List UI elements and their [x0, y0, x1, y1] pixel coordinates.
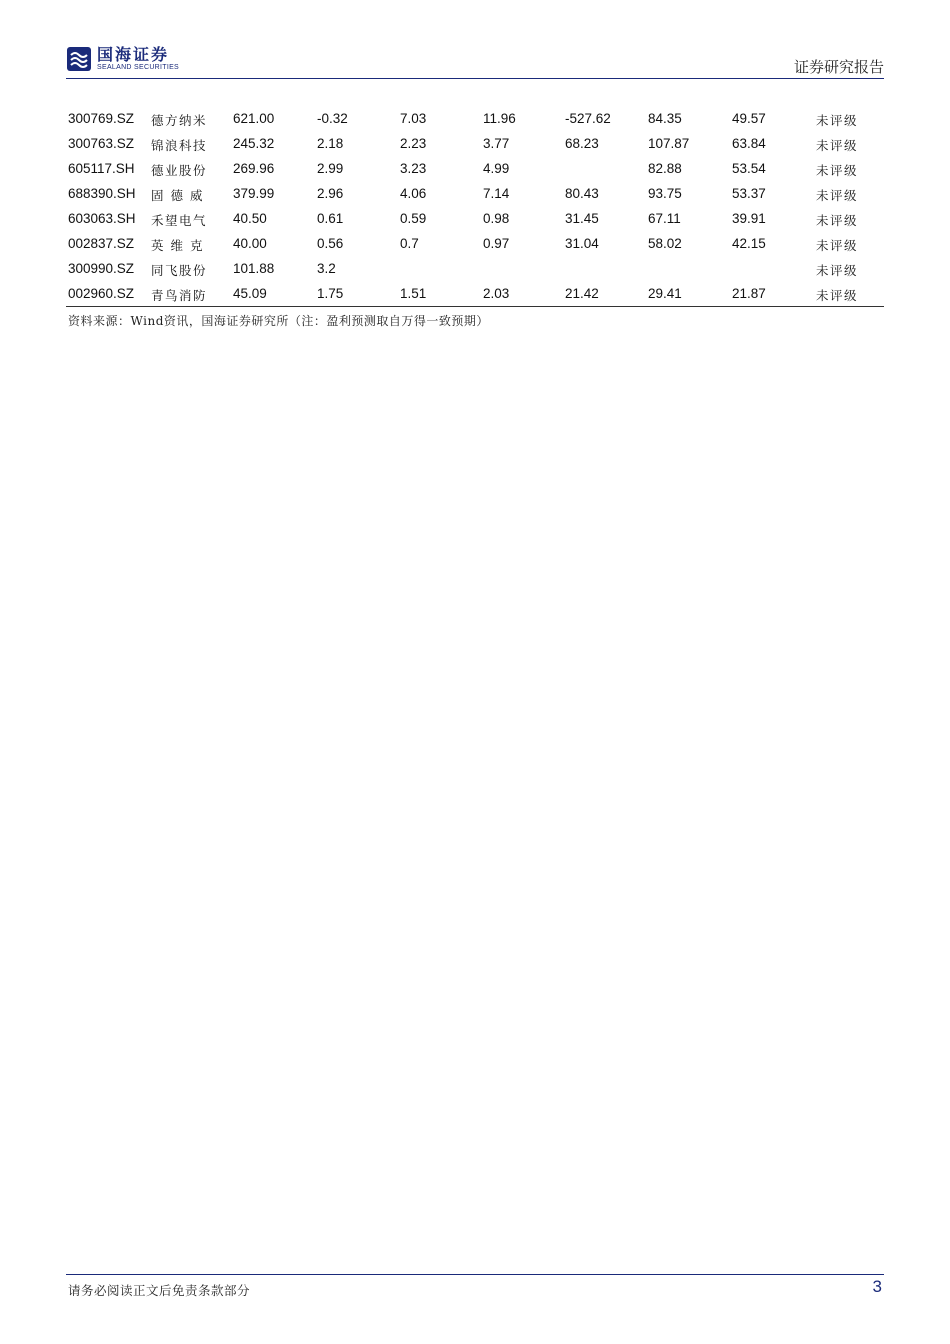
- table-cell: 同飞股份: [151, 263, 208, 278]
- table-cell: 107.87: [648, 136, 690, 151]
- header-divider: [66, 78, 884, 79]
- table-cell: 300763.SZ: [68, 136, 135, 151]
- table-cell: 245.32: [233, 136, 275, 151]
- table-cell: 82.88: [648, 161, 682, 176]
- company-logo: [66, 46, 179, 72]
- table-cell: 21.42: [565, 286, 599, 301]
- table-cell: 605117.SH: [68, 161, 135, 176]
- table-cell: 53.37: [732, 186, 766, 201]
- table-cell: 67.11: [648, 211, 681, 226]
- table-cell: 未评级: [816, 263, 859, 278]
- table-cell: 未评级: [816, 163, 859, 178]
- table-cell: 379.99: [233, 186, 275, 201]
- table-cell: 3.77: [483, 136, 510, 151]
- table-cell: 0.7: [400, 236, 419, 251]
- table-cell: 40.50: [233, 211, 267, 226]
- table-cell: 45.09: [233, 286, 267, 301]
- table-cell: 0.98: [483, 211, 510, 226]
- table-cell: 固 德 威: [151, 188, 204, 203]
- table-cell: 2.99: [317, 161, 344, 176]
- table-cell: 300990.SZ: [68, 261, 135, 276]
- table-cell: 49.57: [732, 111, 766, 126]
- table-cell: 68.23: [565, 136, 599, 151]
- table-cell: 未评级: [816, 113, 859, 128]
- table-bottom-rule: [66, 306, 884, 307]
- table-row: [66, 156, 884, 181]
- table-cell: 40.00: [233, 236, 267, 251]
- table-cell: 未评级: [816, 213, 859, 228]
- table-row: [66, 131, 884, 156]
- table-cell: 31.45: [565, 211, 599, 226]
- table-cell: 002837.SZ: [68, 236, 135, 251]
- table-cell: 80.43: [565, 186, 599, 201]
- table-cell: 德业股份: [151, 163, 208, 178]
- table-cell: 2.03: [483, 286, 510, 301]
- table-row: [66, 206, 884, 231]
- footer-disclaimer: 请务必阅读正文后免责条款部分: [68, 1283, 251, 1298]
- table-cell: 0.56: [317, 236, 344, 251]
- table-cell: 2.96: [317, 186, 344, 201]
- report-type-label: 证券研究报告: [793, 58, 884, 76]
- source-note: 资料来源：Wind资讯，国海证券研究所（注：盈利预测取自万得一致预期）: [68, 314, 489, 328]
- table-cell: 2.23: [400, 136, 427, 151]
- table-cell: 0.59: [400, 211, 427, 226]
- table-row: [66, 281, 884, 306]
- table-cell: 英 维 克: [151, 238, 204, 253]
- table-cell: 青鸟消防: [151, 288, 208, 303]
- table-cell: 未评级: [816, 138, 859, 153]
- logo-english-name: SEALAND SECURITIES: [97, 64, 180, 71]
- table-cell: 未评级: [816, 188, 859, 203]
- table-cell: 53.54: [732, 161, 766, 176]
- table-cell: 0.61: [317, 211, 344, 226]
- table-cell: 11.96: [483, 111, 516, 126]
- table-cell: 603063.SH: [68, 211, 136, 226]
- table-cell: 269.96: [233, 161, 275, 176]
- table-cell: 93.75: [648, 186, 682, 201]
- table-cell: 31.04: [565, 236, 599, 251]
- table-cell: 0.97: [483, 236, 510, 251]
- table-cell: 7.14: [483, 186, 510, 201]
- sealand-logo-icon: [66, 46, 92, 72]
- table-cell: 4.06: [400, 186, 427, 201]
- table-cell: 锦浪科技: [151, 138, 208, 153]
- table-cell: 63.84: [732, 136, 766, 151]
- table-cell: 300769.SZ: [68, 111, 135, 126]
- table-cell: 84.35: [648, 111, 682, 126]
- table-cell: 1.75: [317, 286, 344, 301]
- table-row: [66, 256, 884, 281]
- table-cell: 42.15: [732, 236, 766, 251]
- stock-valuation-table: [66, 106, 884, 306]
- table-cell: 4.99: [483, 161, 510, 176]
- table-row: [66, 231, 884, 256]
- table-cell: 688390.SH: [68, 186, 136, 201]
- table-cell: 21.87: [732, 286, 766, 301]
- table-cell: 39.91: [732, 211, 766, 226]
- table-cell: 3.2: [317, 261, 336, 276]
- table-cell: 002960.SZ: [68, 286, 135, 301]
- table-cell: -527.62: [565, 111, 611, 126]
- table-cell: 621.00: [233, 111, 275, 126]
- page-number: 3: [872, 1277, 882, 1296]
- table-row: [66, 106, 884, 131]
- table-cell: 未评级: [816, 238, 859, 253]
- table-cell: -0.32: [317, 111, 348, 126]
- table-cell: 58.02: [648, 236, 682, 251]
- table-cell: 德方纳米: [151, 113, 208, 128]
- table-cell: 101.88: [233, 261, 275, 276]
- footer-divider: [66, 1274, 884, 1275]
- page-header: [66, 42, 884, 80]
- table-cell: 7.03: [400, 111, 427, 126]
- table-cell: 3.23: [400, 161, 427, 176]
- table-cell: 2.18: [317, 136, 344, 151]
- table-cell: 禾望电气: [151, 213, 208, 228]
- table-row: [66, 181, 884, 206]
- table-cell: 未评级: [816, 288, 859, 303]
- table-cell: 29.41: [648, 286, 682, 301]
- table-cell: 1.51: [400, 286, 427, 301]
- logo-chinese-name: 国海证券: [97, 45, 170, 64]
